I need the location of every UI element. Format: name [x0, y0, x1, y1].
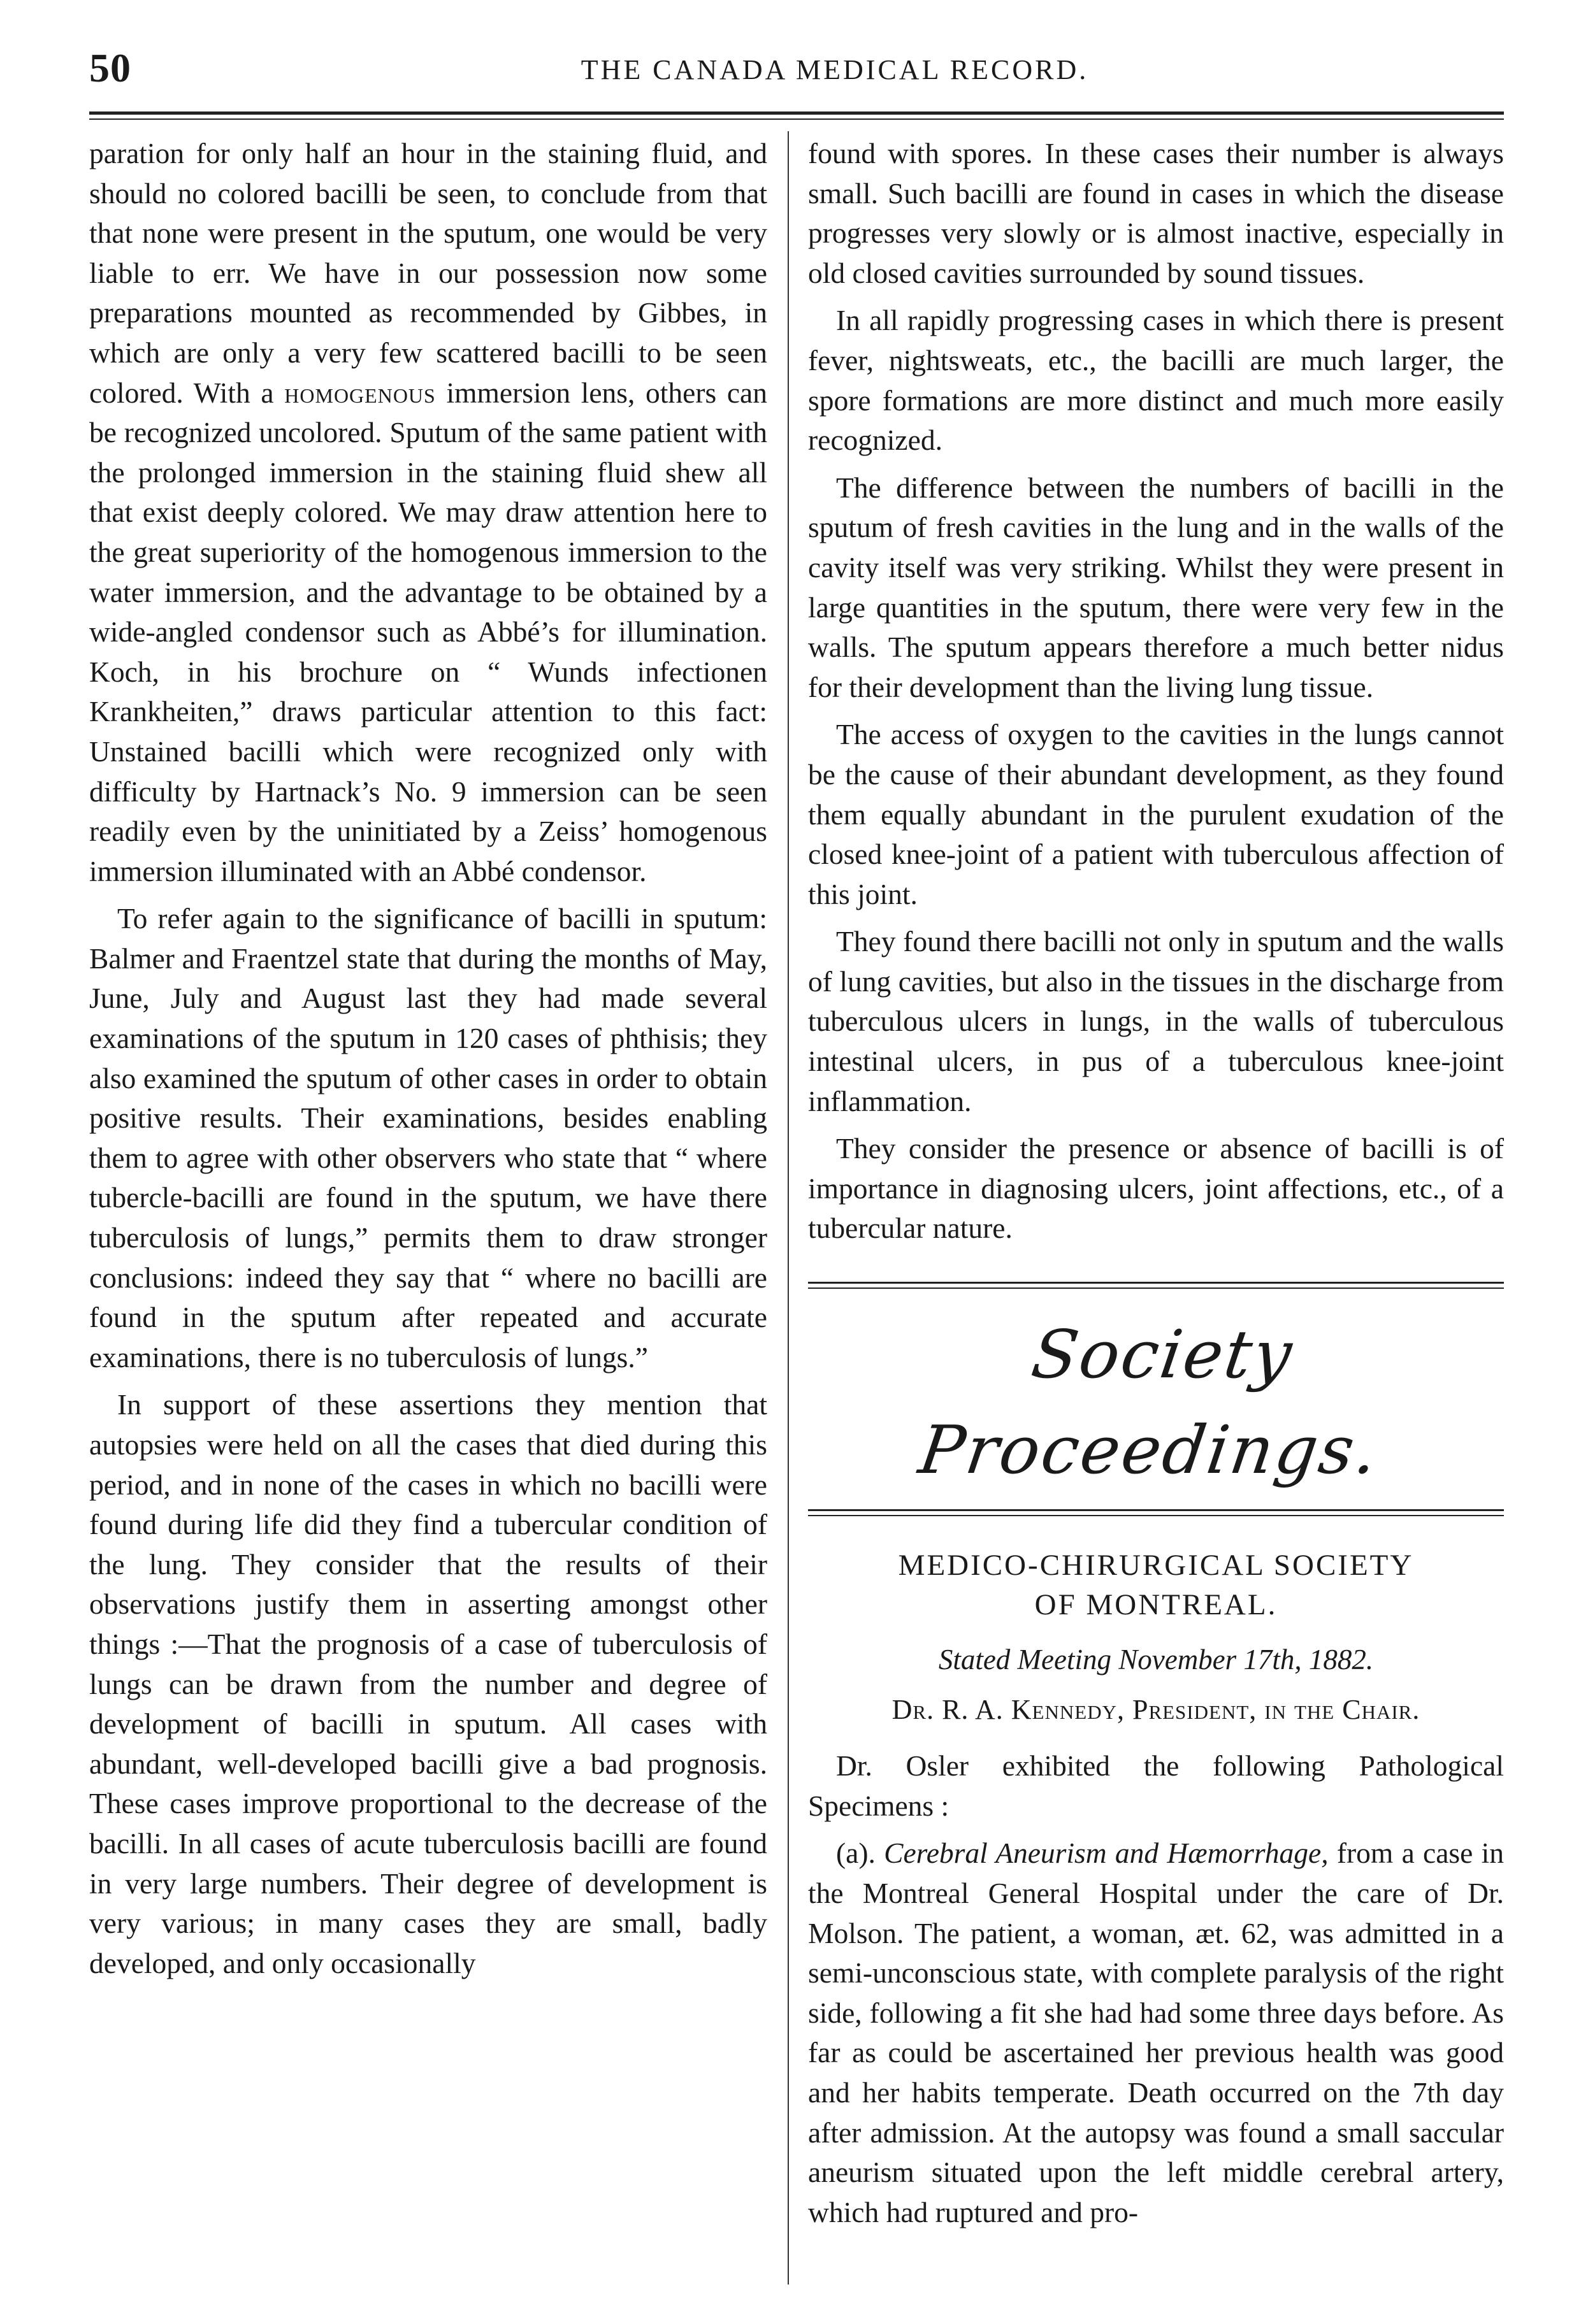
- header-rule: [89, 111, 1504, 115]
- chair-line: [808, 1690, 1504, 1730]
- right-column: [808, 134, 1504, 2300]
- column-divider: [788, 131, 789, 2285]
- paragraph: They consider the presence or absence of bacilli is of importance in diagnosing ulcers, joint affections, etc., of a tubercular nature.: [808, 1132, 1504, 1245]
- chair-text: Dr. R. A. Kennedy, President, in the Chair.: [891, 1693, 1420, 1725]
- paragraph-text: paration for only half an hour in the staining fluid, and should no colored bacilli be seen, to conclude from that that none were present in the sputum, one would be very liable to err. We have in our possession now some preparations mounted as recommended by Gibbes, in which are only a very few scattered bacilli to be seen colored. With a: [89, 137, 767, 409]
- society-name-line: MEDICO-CHIRURGICAL SOCIETY: [898, 1549, 1414, 1582]
- paragraph-text: immersion lens, others can be recognized uncolored. Sputum of the same patient with the prolonged immersion in the staining fluid shew all that exist deeply colored. We may draw attention here to the great superiority of the homogenous immersion to the water immersion, and the advantage to be obtained by a wide-angled condensor such as Abbé’s for illumination. Koch, in his brochure on “ Wunds infectionen Krankheiten,” draws particular attention to this fact: Unstained bacilli which were recognized only with difficulty by Hartnack’s No. 9 immersion can be seen readily even by the uninitiated by a Zeiss’ homogenous immersion illuminated with an Abbé condensor.: [89, 376, 768, 887]
- section-rule-thin: [808, 1288, 1504, 1289]
- paragraph: Dr. Osler exhibited the following Pathological Specimens :: [808, 1749, 1504, 1822]
- running-head: THE CANADA MEDICAL RECORD.: [581, 54, 1089, 85]
- section-rule-thin: [808, 1515, 1504, 1516]
- society-name: [808, 1546, 1504, 1625]
- meeting-date: Stated Meeting November 17th, 1882.: [938, 1644, 1374, 1676]
- paragraph: [808, 1833, 1504, 2232]
- specimen-title: Cerebral Aneurism and Hæmorrhage,: [884, 1837, 1329, 1870]
- paragraph: found with spores. In these cases their number is always small. Such bacilli are found in cases in which the disease progresses very slowly or is almost inactive, especially in old closed cavities surrounded by sound tissues.: [808, 137, 1504, 289]
- page-number: 50: [89, 45, 131, 90]
- page-header: [89, 45, 1504, 115]
- left-column: [89, 134, 767, 2300]
- section-rule: [808, 1509, 1504, 1511]
- paragraph: [89, 134, 767, 891]
- paragraph: The difference between the numbers of bacilli in the sputum of fresh cavities in the lung and in the walls of the cavity itself was very striking. Whilst they were present in large quantities in the sputum, there were very few in the walls. The sputum appears therefore a much better nidus for their development than the living lung tissue.: [808, 471, 1504, 703]
- paragraph: In support of these assertions they mention that autopsies were held on all the cases that died during this period, and in none of the cases in which no bacilli were found during life did they find a tubercular condition of the lung. They consider that the results of their observations justify them in asserting amongst other things :—That the prognosis of a case of tuberculosis of lungs can be drawn from the number and degree of development of bacilli in sputum. All cases with abundant, well-developed bacilli give a bad prognosis. These cases improve proportional to the decrease of the bacilli. In all cases of acute tuberculosis bacilli are found in very large numbers. Their degree of development is very various; in many cases they are small, badly developed, and only occasionally: [89, 1388, 767, 1979]
- paragraph: They found there bacilli not only in sputum and the walls of lung cavities, but also in the tissues in the discharge from tuberculous ulcers in lungs, in the walls of tuberculous intestinal ulcers, in pus of a tuberculous knee-joint inflammation.: [808, 925, 1504, 1117]
- small-caps-term: homogenous: [284, 376, 436, 409]
- paragraph-text: from a case in the Montreal General Hospital under the care of Dr. Molson. The patient, a woman, æt. 62, was admitted in a semi-unconscious state, with complete paralysis of the right side, following a fit she had had some three days before. As far as could be ascertained her previous health was good and her habits temperate. Death occurred on the 7th day after admission. At the autopsy was found a small saccular aneurism situated upon the left middle cerebral artery, which had ruptured and pro-: [808, 1837, 1504, 2228]
- section-title: Society Proceedings.: [914, 1316, 1384, 1489]
- paragraph: The access of oxygen to the cavities in the lungs cannot be the cause of their abundant development, as they found them equally abundant in the purulent exudation of the closed knee-joint of a patient with tuberculous affection of this joint.: [808, 718, 1504, 910]
- item-label: (a).: [836, 1837, 884, 1870]
- header-rule-thin: [89, 118, 1504, 120]
- society-name-line: OF MONTREAL.: [1034, 1588, 1278, 1622]
- section-rule: [808, 1282, 1504, 1284]
- paragraph: To refer again to the significance of bacilli in sputum: Balmer and Fraentzel state that during the months of May, June, July and August last they had made several examinations of the sputum in 120 cases of phthisis; they also examined the sputum of other cases in order to obtain positive results. Their examinations, besides enabling them to agree with other observers who state that “ where tubercle-bacilli are found in the sputum, we have there tuberculosis of lungs,” permits them to draw stronger conclusions: indeed they say that “ where no bacilli are found in the sputum after repeated and accurate examinations, there is no tuberculosis of lungs.”: [89, 902, 767, 1374]
- paragraph: In all rapidly progressing cases in which there is present fever, nightsweats, etc., the bacilli are much larger, the spore formations are more distinct and much more easily recognized.: [808, 304, 1504, 457]
